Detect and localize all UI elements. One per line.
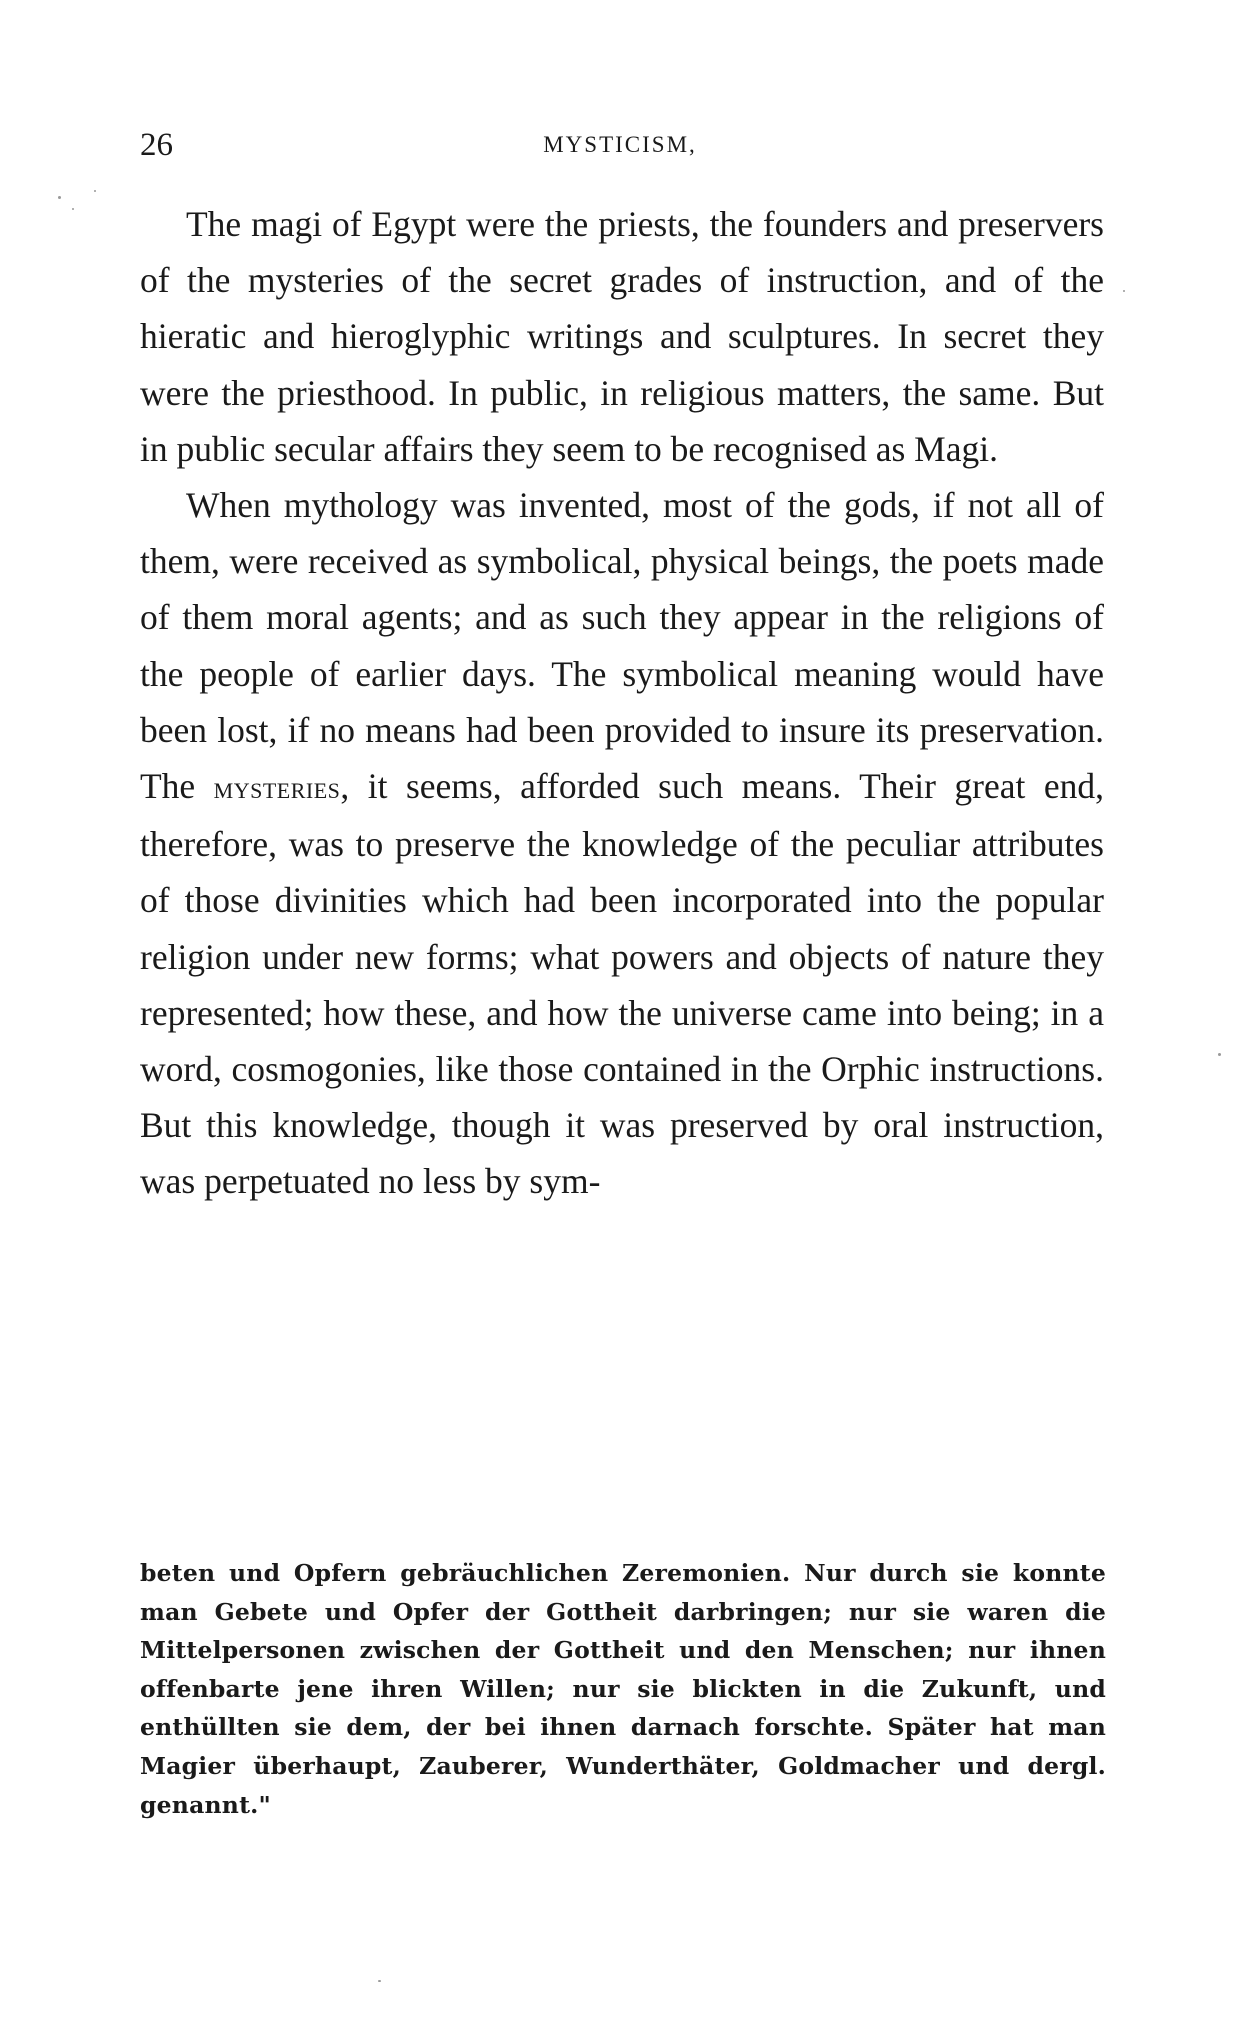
paragraph-2-start: When mythology was invented, most of the gods, if not all of them, were received as symbolical, physical beings, the poets made of them moral agents; and as such they appear in the religions of the people of earlier days. The symbolical meaning would have been lost, if no means had been provided to insure its preservation. The (140, 485, 1104, 807)
footnote (140, 1554, 1106, 1824)
running-title: MYSTICISM, (543, 132, 697, 157)
body-text (140, 196, 1104, 1210)
paragraph-1: The magi of Egypt were the priests, the founders and preservers of the mysteries of the secret grades of instruction, and of the hieratic and hieroglyphic writings and sculptures. In secret they were the priesthood. In public, in religious matters, the same. But in public secular affairs they seem to be recognised as Magi. (140, 204, 1104, 469)
scan-speck (72, 208, 74, 210)
scan-speck (94, 190, 96, 192)
footnote-text: beten und Opfern gebräuchlichen Zeremonien. Nur durch sie konnte man Gebete und Opfer der Gottheit darbringen; nur sie waren die Mittelpersonen zwischen der Gottheit und den Menschen; nur ihnen offenbarte jene ihren Willen; nur sie blickten in die Zukunft, und enthüllten sie dem, der bei ihnen darnach forschte. Später hat man Magier überhaupt, Zauberer, Wunderthäter, Goldmacher und dergl. genannt." (140, 1559, 1106, 1819)
scan-speck (1123, 290, 1125, 292)
scan-speck (378, 1980, 381, 1982)
running-head (140, 120, 1100, 170)
paragraph-2 (140, 477, 1104, 1210)
mysteries-smallcaps: mysteries (213, 770, 341, 806)
paragraph-2-end: , it seems, afforded such means. Their great end, therefore, was to preserve the knowledge of the peculiar attributes of those divinities which had been incorporated into the popular religion under new forms; what powers and objects of nature they represented; how these, and how the universe came into being; in a word, cosmogonies, like those contained in the Orphic instructions. But this knowledge, though it was preserved by oral instruction, was perpetuated no less by sym- (140, 766, 1104, 1202)
scan-speck (58, 196, 61, 199)
page-number: 26 (140, 127, 173, 163)
scan-speck (1218, 1053, 1221, 1056)
